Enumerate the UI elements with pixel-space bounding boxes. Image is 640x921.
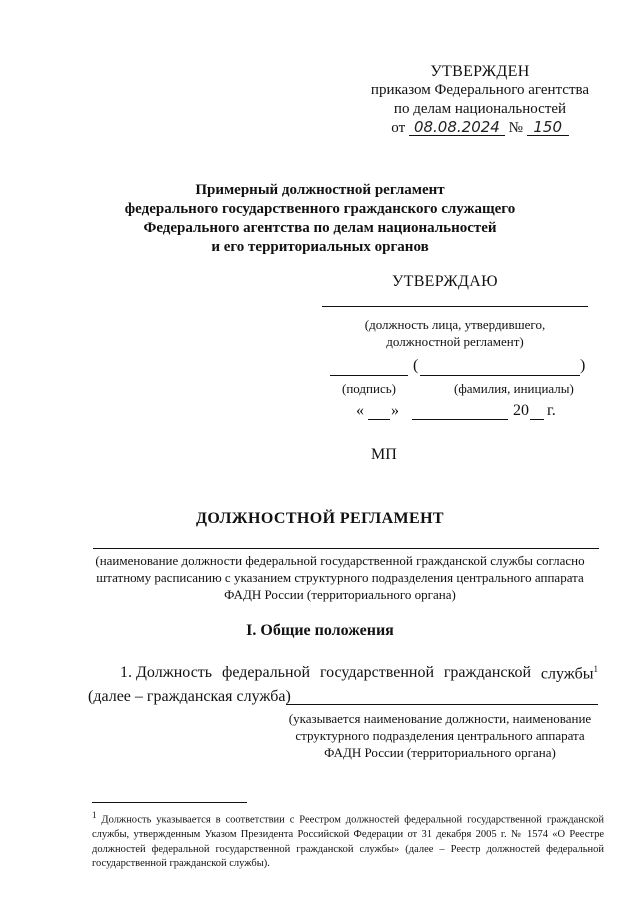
approval-heading: УТВЕРЖДЕН [430, 63, 530, 80]
year-suffix: г. [547, 402, 556, 419]
number-label: № [508, 120, 523, 136]
approval-line-1: приказом Федерального агентства [370, 82, 590, 98]
month-underline [412, 419, 508, 420]
regulation-caption-line-1: (наименование должности федеральной государственной гражданской службы согласно [95, 553, 585, 568]
regulation-caption-line-2: штатному расписанию с указанием структурного подразделения центрального аппарата [96, 570, 584, 585]
field-caption-line-2: структурного подразделения центрального аппарата [295, 728, 585, 743]
section-title: I. Общие положения [246, 622, 394, 639]
signature-underline [330, 375, 408, 376]
position-caption [322, 316, 588, 350]
signature-caption: (подпись) [342, 381, 396, 396]
title-line-3: Федерального агентства по делам национальностей [143, 220, 497, 236]
paragraph-1-line-2: (далее – гражданская служба) [88, 688, 291, 705]
close-paren: ) [580, 357, 586, 374]
regulation-underline [93, 548, 599, 549]
para1-word-3: государственной [319, 664, 434, 681]
quote-open: « [356, 402, 364, 419]
document-title [120, 181, 520, 257]
year-prefix: 20 [513, 402, 529, 419]
field-caption-line-1: (указывается наименование должности, наименование [288, 711, 592, 726]
stamp-label: МП [371, 446, 397, 463]
title-line-1: Примерный должностной регламент [195, 182, 445, 198]
para1-word-2: федеральной [221, 664, 311, 681]
title-line-2: федерального государственного гражданского служащего [124, 201, 516, 217]
approval-line-2: по делам национальностей [393, 101, 567, 117]
quote-close: » [391, 402, 399, 419]
handwritten-date: 08.08.2024 [409, 119, 505, 136]
para1-word-1: 1. Должность [120, 664, 213, 681]
para1-word-4: гражданской [443, 664, 532, 681]
from-label: от [391, 120, 406, 136]
footnote-mark: 1 [92, 810, 97, 820]
handwritten-number: 150 [527, 119, 569, 136]
footnote-separator [92, 802, 247, 803]
regulation-title: ДОЛЖНОСТНОЙ РЕГЛАМЕНТ [195, 510, 445, 527]
approval-date-line [360, 119, 600, 138]
position-name-underline [286, 704, 598, 705]
field-caption-line-3: ФАДН России (территориального органа) [324, 745, 556, 760]
name-underline [420, 375, 580, 376]
field-caption [270, 710, 610, 761]
position-caption-line-1: (должность лица, утвердившего, [364, 317, 546, 332]
footnote-ref: 1 [593, 664, 598, 674]
paragraph-1-line-1 [120, 664, 598, 683]
footnote-text: Должность указывается в соответствии с Реестром должностей федеральной государственной гражданской службы, утвержденным Указом Президента Российской Федерации от 31 декабря 2005 г. № 1574 «О Реестре должностей федеральной государственной гражданской службы» (далее – Реестр должностей федеральной государственной гражданской службы). [92, 814, 605, 869]
para1-word-5: службы [540, 665, 594, 683]
position-caption-line-2: должностной регламент) [386, 334, 524, 349]
open-paren: ( [413, 357, 419, 374]
approval-block [360, 62, 600, 138]
regulation-caption-line-3: ФАДН России (территориального органа) [224, 587, 456, 602]
para1-word-5-wrap [541, 664, 598, 683]
title-line-4: и его территориальных органов [211, 239, 429, 255]
position-underline [322, 306, 588, 307]
approve-heading: УТВЕРЖДАЮ [392, 273, 498, 290]
name-caption: (фамилия, инициалы) [454, 381, 574, 396]
year-underline [530, 419, 544, 420]
regulation-caption [70, 552, 610, 603]
footnote [92, 808, 604, 872]
day-underline [368, 419, 390, 420]
